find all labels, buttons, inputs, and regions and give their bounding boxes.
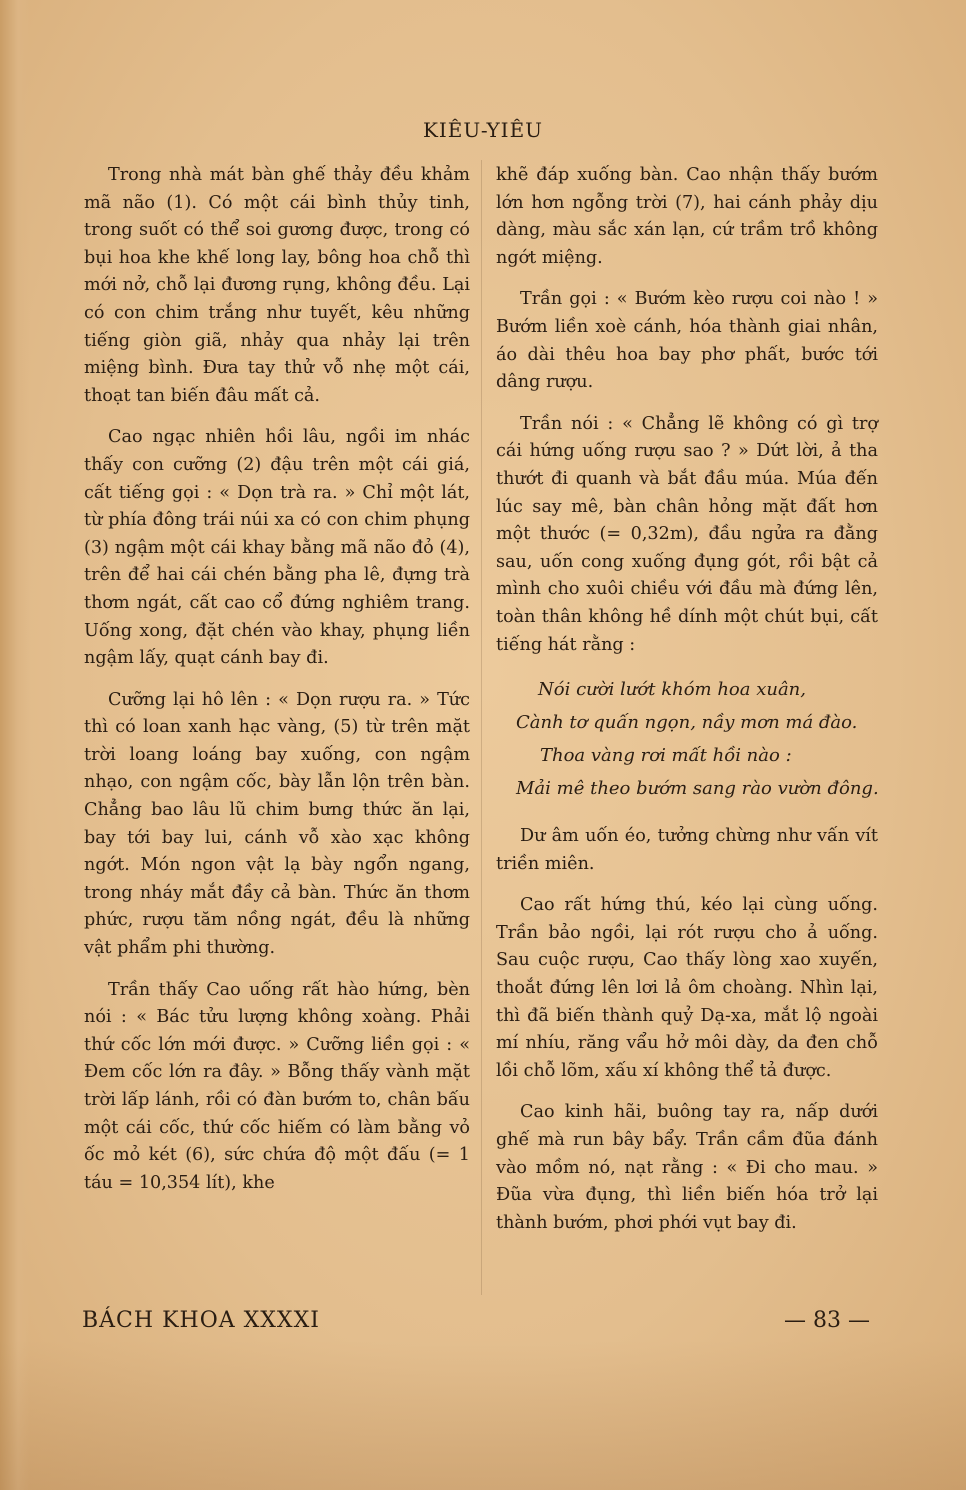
right-paragraph-4: Cao rất hứng thú, kéo lại cùng uống. Trần bảo ngồi, lại rót rượu cho ả uống. Sau cuộc rượu, Cao thấy lòng xao xuyến, thoắt đứng lên lơi lả ôm choàng. Nhìn lại, thì đã biến thành quỷ Dạ-xa, mắt lộ ngoài mí nhíu, răng vẩu hở môi dày, da đen chỗ lồi chỗ lõm, xấu xí không thể tả được. — [496, 895, 878, 1081]
poem-line-1: Nói cười lướt khóm hoa xuân, — [538, 679, 806, 701]
left-paragraph-3: Cưỡng lại hô lên : « Dọn rượu ra. » Tức thì có loan xanh hạc vàng, (5) từ trên mặt trời loang loáng bay xuống, con ngậm nhạo, con ngậm cốc, bày lẫn lộn trên bàn. Chẳng bao lâu lũ chim bưng thức ăn lại, bay tới bay lui, cánh vỗ xào xạc không ngớt. Món ngon vật lạ bày ngổn ngang, trong nháy mắt đầy cả bàn. Thức ăn thơm phức, rượu tăm nồng ngát, đều là những vật phẩm phi thường. — [84, 689, 470, 959]
poem-line-3: Thoa vàng rơi mất hồi nào : — [540, 745, 792, 767]
right-paragraph-1: Trần gọi : « Bướm kèo rượu coi nào ! » Bướm liền xoè cánh, hóa thành giai nhân, áo dài thêu hoa bay phơ phất, bước tới dâng rượu. — [496, 289, 878, 393]
right-paragraph-3: Dư âm uốn éo, tưởng chừng như vấn vít triền miên. — [496, 826, 878, 874]
poem — [496, 673, 878, 805]
left-column — [84, 162, 470, 1211]
right-paragraph-5: Cao kinh hãi, buông tay ra, nấp dưới ghế mà run bây bẩy. Trần cầm đũa đánh vào mồm nó, nạt rằng : « Đi cho mau. » Đũa vừa đụng, thì liền biến hóa trở lại thành bướm, phơi phới vụt bay đi. — [496, 1102, 878, 1233]
poem-line-4: Mải mê theo bướm sang rào vườn đông. — [516, 778, 879, 800]
left-paragraph-4: Trần thấy Cao uống rất hào hứng, bèn nói : « Bác tửu lượng không xoàng. Phải thứ cốc lớn mới được. » Cưỡng liền gọi : « Đem cốc lớn ra đây. » Bỗng thấy vành mặt trời lấp lánh, rồi có đàn bướm to, chân bấu một cái cốc, thứ cốc hiếm có làm bằng vỏ ốc mỏ két (6), sức chứa độ một đấu (= 1 táu = 10,354 lít), khe — [84, 979, 470, 1193]
left-paragraph-2: Cao ngạc nhiên hồi lâu, ngồi im nhác thấy con cưỡng (2) đậu trên một cái giá, cất tiếng gọi : « Dọn trà ra. » Chỉ một lát, từ phía đông trái núi xa có con chim phụng (3) ngậm một cái khay bằng mã não đỏ (4), trên để hai cái chén bằng pha lê, đựng trà thơm ngát, cất cao cổ đứng nghiêm trang. Uống xong, đặt chén vào khay, phụng liền ngậm lấy, quạt cánh bay đi. — [84, 427, 470, 669]
right-column — [496, 162, 878, 1251]
page-bottom-shadow — [0, 1340, 966, 1490]
left-paragraph-1: Trong nhà mát bàn ghế thảy đều khảm mã não (1). Có một cái bình thủy tinh, trong suốt có thể soi gương được, trong có bụi hoa khe khế long lay, bông hoa chỗ thì mới nở, chỗ lại đương rụng, không đều. Lại có con chim trắng như tuyết, kêu những tiếng giòn giã, nhảy qua nhảy lại trên miệng bình. Đưa tay thử vỗ nhẹ một cái, thoạt tan biến đâu mất cả. — [84, 165, 470, 406]
page-fold-shadow — [0, 0, 30, 1490]
poem-line-2: Cành tơ quấn ngọn, nầy mơn má đào. — [516, 712, 858, 734]
running-head: KIÊU-YIÊU — [422, 118, 544, 142]
column-divider — [481, 160, 482, 1295]
publication-name: BÁCH KHOA XXXXI — [82, 1308, 320, 1333]
page-number: — 83 — — [784, 1308, 870, 1333]
right-paragraph-2: Trần nói : « Chẳng lẽ không có gì trợ cái hứng uống rượu sao ? » Dứt lời, ả tha thướt đi quanh và bắt đầu múa. Múa đến lúc say mê, bàn chân hỏng mặt đất hơn một thước (= 0,32m), đầu ngửa ra đằng sau, uốn cong xuống đụng gót, rồi bật cả mình cho xuôi chiều với đầu mà đứng lên, toàn thân không hề dính một chút bụi, cất tiếng hát rằng : — [496, 413, 878, 655]
right-continuation: khẽ đáp xuống bàn. Cao nhận thấy bướm lớn hơn ngỗng trời (7), hai cánh phảy dịu dàng, màu sắc xán lạn, cứ trầm trồ không ngớt miệng. — [496, 165, 878, 268]
